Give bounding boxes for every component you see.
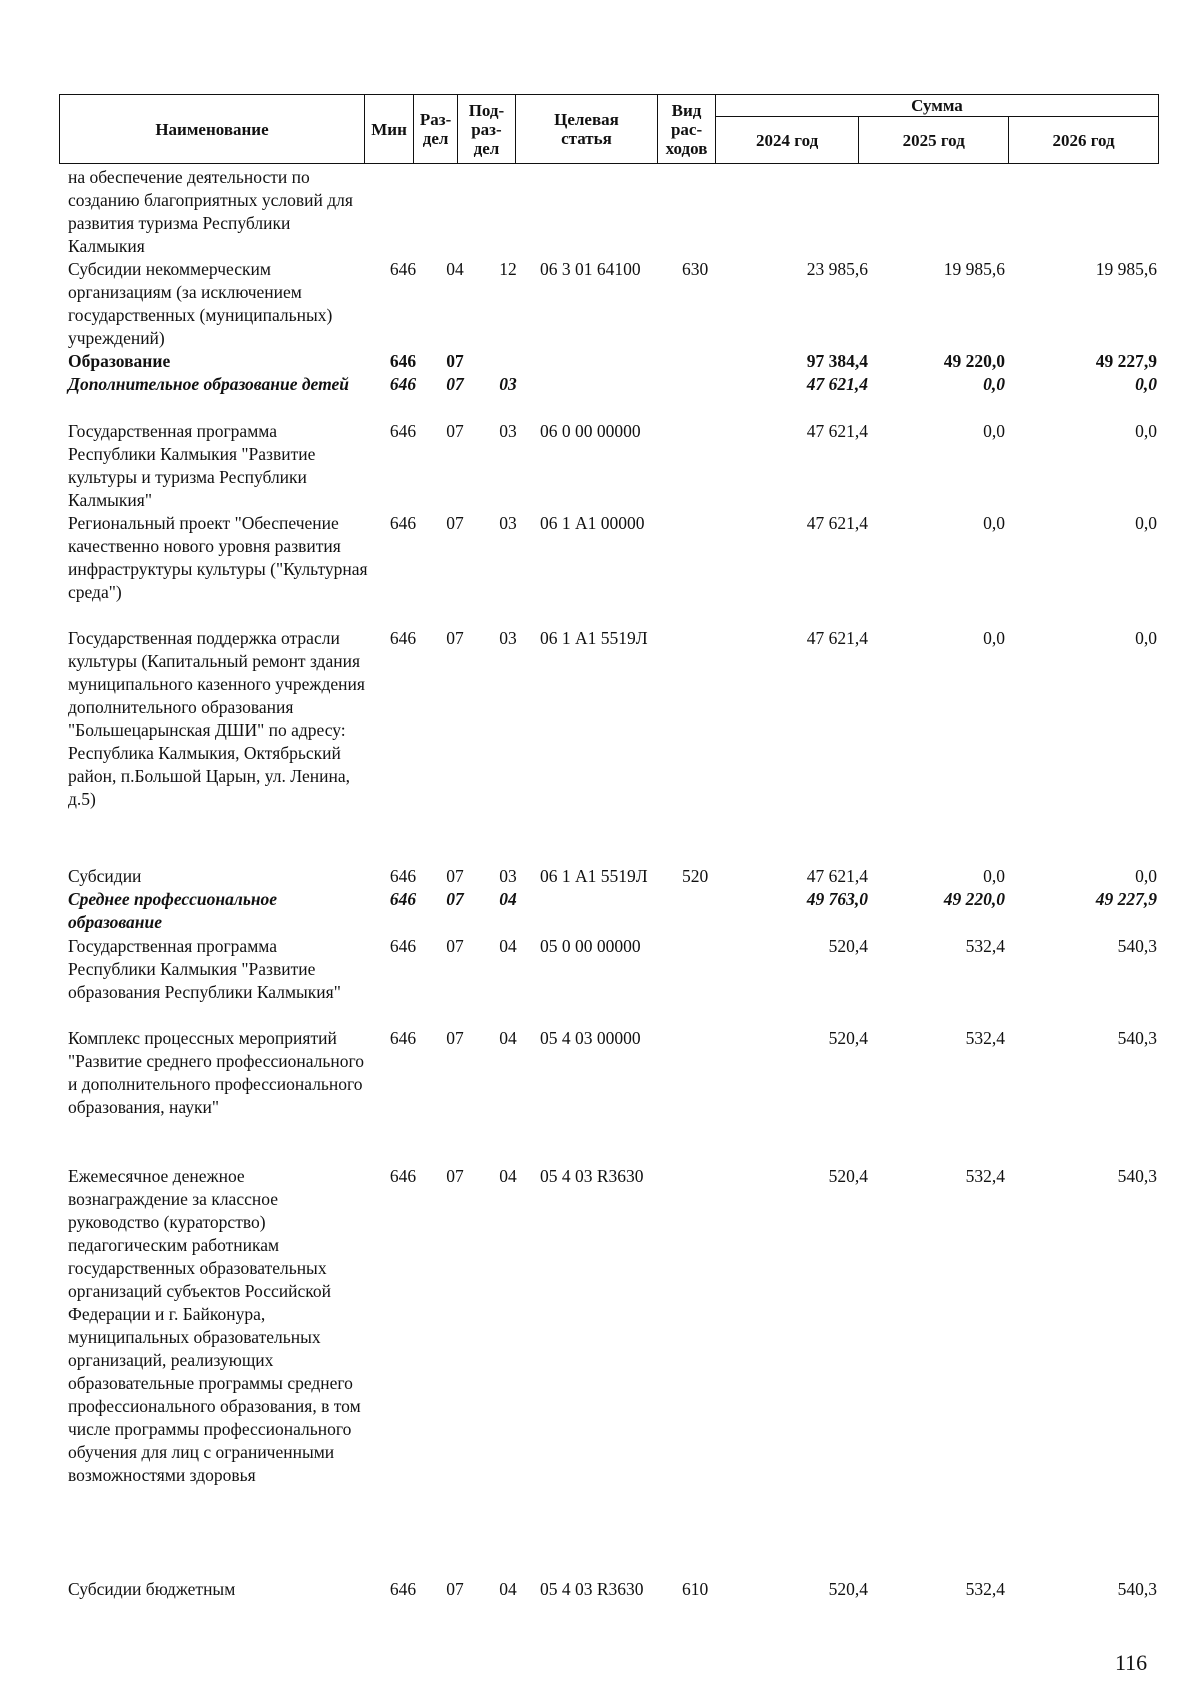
row-csr: 05 4 03 00000 — [540, 1028, 641, 1048]
row-2026: 540,3 — [1117, 1028, 1157, 1048]
row-podrazdel: 04 — [499, 936, 517, 956]
header-name: Наименование — [60, 95, 365, 164]
row-2026: 540,3 — [1117, 1166, 1157, 1186]
row-2024: 47 621,4 — [806, 374, 868, 394]
row-min: 646 — [389, 259, 417, 279]
row-podrazdel: 12 — [499, 259, 517, 279]
row-2025: 0,0 — [983, 866, 1005, 886]
row-podrazdel: 03 — [499, 421, 517, 441]
row-min: 646 — [389, 889, 417, 909]
row-min: 646 — [389, 936, 417, 956]
page-number: 116 — [1115, 1650, 1148, 1675]
row-2025: 532,4 — [965, 1028, 1005, 1048]
row-2026: 49 227,9 — [1095, 351, 1157, 371]
row-podrazdel: 03 — [499, 866, 517, 886]
row-podrazdel: 03 — [499, 374, 517, 394]
row-2024: 520,4 — [828, 1166, 868, 1186]
row-2026: 19 985,6 — [1095, 259, 1157, 279]
row-2026: 540,3 — [1117, 936, 1157, 956]
row-csr: 06 1 А1 00000 — [540, 513, 645, 533]
row-2024: 520,4 — [828, 1579, 868, 1599]
row-2026: 540,3 — [1117, 1579, 1157, 1599]
row-podrazdel: 03 — [499, 628, 517, 648]
header-razdel: Раз- дел — [414, 95, 458, 164]
row-2025: 49 220,0 — [943, 351, 1005, 371]
row-name: Государственная программа Республики Калмыкия "Развитие образования Республики Калмыкия" — [68, 936, 341, 1002]
header-2026: 2026 год — [1009, 117, 1159, 164]
row-2024: 49 763,0 — [806, 889, 868, 909]
row-name: на обеспечение деятельности по созданию благоприятных условий для развития туризма Республики Калмыкия — [68, 167, 353, 256]
row-2025: 49 220,0 — [943, 889, 1005, 909]
row-name: Государственная поддержка отрасли культуры (Капитальный ремонт здания муниципального казенного учреждения дополнительного образования "Большецарынская ДШИ" по адресу: Республика Калмыкия, Октябрьский район, п.Большой Царын, ул. Ленина, д.5) — [68, 628, 365, 809]
row-2025: 0,0 — [983, 513, 1005, 533]
row-podrazdel: 04 — [499, 1028, 517, 1048]
row-razdel: 07 — [446, 866, 464, 886]
row-2025: 532,4 — [965, 1166, 1005, 1186]
row-2025: 19 985,6 — [943, 259, 1005, 279]
row-podrazdel: 04 — [499, 1166, 517, 1186]
row-razdel: 07 — [446, 889, 464, 909]
row-2025: 532,4 — [965, 936, 1005, 956]
row-name: Субсидии — [68, 866, 142, 886]
row-2025: 0,0 — [983, 421, 1005, 441]
row-2026: 49 227,9 — [1095, 889, 1157, 909]
row-2025: 0,0 — [983, 374, 1005, 394]
row-2026: 0,0 — [1135, 628, 1157, 648]
row-min: 646 — [389, 1579, 417, 1599]
row-name: Субсидии некоммерческим организациям (за исключением государственных (муниципальных) учреждений) — [68, 259, 333, 348]
row-2026: 0,0 — [1135, 513, 1157, 533]
row-name: Субсидии бюджетным — [68, 1579, 236, 1599]
row-2024: 47 621,4 — [806, 513, 868, 533]
row-razdel: 07 — [446, 628, 464, 648]
row-2025: 532,4 — [965, 1579, 1005, 1599]
row-2024: 47 621,4 — [806, 866, 868, 886]
row-min: 646 — [389, 1166, 417, 1186]
row-razdel: 07 — [446, 513, 464, 533]
row-vr: 610 — [682, 1579, 709, 1599]
row-name: Среднее профессиональное образование — [68, 889, 278, 932]
row-csr: 05 0 00 00000 — [540, 936, 641, 956]
row-2026: 0,0 — [1135, 421, 1157, 441]
row-razdel: 04 — [446, 259, 464, 279]
row-razdel: 07 — [446, 1579, 464, 1599]
row-min: 646 — [389, 866, 417, 886]
row-min: 646 — [389, 351, 417, 371]
row-name: Комплекс процессных мероприятий "Развитие среднего профессионального и дополнительного профессионального образования, науки" — [68, 1028, 364, 1117]
row-csr: 06 1 А1 5519Л — [540, 628, 648, 648]
row-2026: 0,0 — [1135, 374, 1157, 394]
row-csr: 06 0 00 00000 — [540, 421, 641, 441]
row-csr: 05 4 03 R3630 — [540, 1579, 644, 1599]
row-min: 646 — [389, 628, 417, 648]
row-2026: 0,0 — [1135, 866, 1157, 886]
row-csr: 05 4 03 R3630 — [540, 1166, 644, 1186]
header-2025: 2025 год — [859, 117, 1009, 164]
row-razdel: 07 — [446, 1166, 464, 1186]
header-vr: Вид рас- ходов — [658, 95, 716, 164]
header-summa: Сумма — [715, 95, 1158, 117]
row-razdel: 07 — [446, 1028, 464, 1048]
header-csr: Целевая статья — [515, 95, 657, 164]
row-name: Государственная программа Республики Калмыкия "Развитие культуры и туризма Республики Калмыкия" — [68, 421, 316, 510]
row-2024: 520,4 — [828, 936, 868, 956]
row-2024: 520,4 — [828, 1028, 868, 1048]
row-min: 646 — [389, 374, 417, 394]
row-razdel: 07 — [446, 421, 464, 441]
row-min: 646 — [389, 421, 417, 441]
header-2024: 2024 год — [715, 117, 858, 164]
row-vr: 520 — [682, 866, 709, 886]
row-min: 646 — [389, 513, 417, 533]
header-min: Мин — [364, 95, 413, 164]
row-2024: 23 985,6 — [806, 259, 868, 279]
header-podrazdel: Под- раз- дел — [458, 95, 516, 164]
row-razdel: 07 — [446, 936, 464, 956]
row-razdel: 07 — [446, 351, 464, 371]
row-vr: 630 — [682, 259, 709, 279]
row-name: Ежемесячное денежное вознаграждение за классное руководство (кураторство) педагогическим работникам государственных образовательных организаций субъектов Российской Федерации и г. Байконура, муниципальных образовательных организаций, реализующих образовательные программы среднего профессионального образования, в том числе программы профессионального обучения для лиц с ограниченными возможностями здоровья — [68, 1166, 361, 1485]
row-min: 646 — [389, 1028, 417, 1048]
row-csr: 06 3 01 64100 — [540, 259, 641, 279]
row-2024: 97 384,4 — [806, 351, 868, 371]
row-podrazdel: 03 — [499, 513, 517, 533]
row-name: Образование — [68, 351, 171, 371]
row-name: Дополнительное образование детей — [68, 374, 349, 394]
row-2025: 0,0 — [983, 628, 1005, 648]
row-razdel: 07 — [446, 374, 464, 394]
row-2024: 47 621,4 — [806, 628, 868, 648]
row-name: Региональный проект "Обеспечение качественно нового уровня развития инфраструктуры культуры ("Культурная среда") — [68, 513, 368, 602]
row-podrazdel: 04 — [499, 889, 517, 909]
row-2024: 47 621,4 — [806, 421, 868, 441]
row-csr: 06 1 А1 5519Л — [540, 866, 648, 886]
row-podrazdel: 04 — [499, 1579, 517, 1599]
